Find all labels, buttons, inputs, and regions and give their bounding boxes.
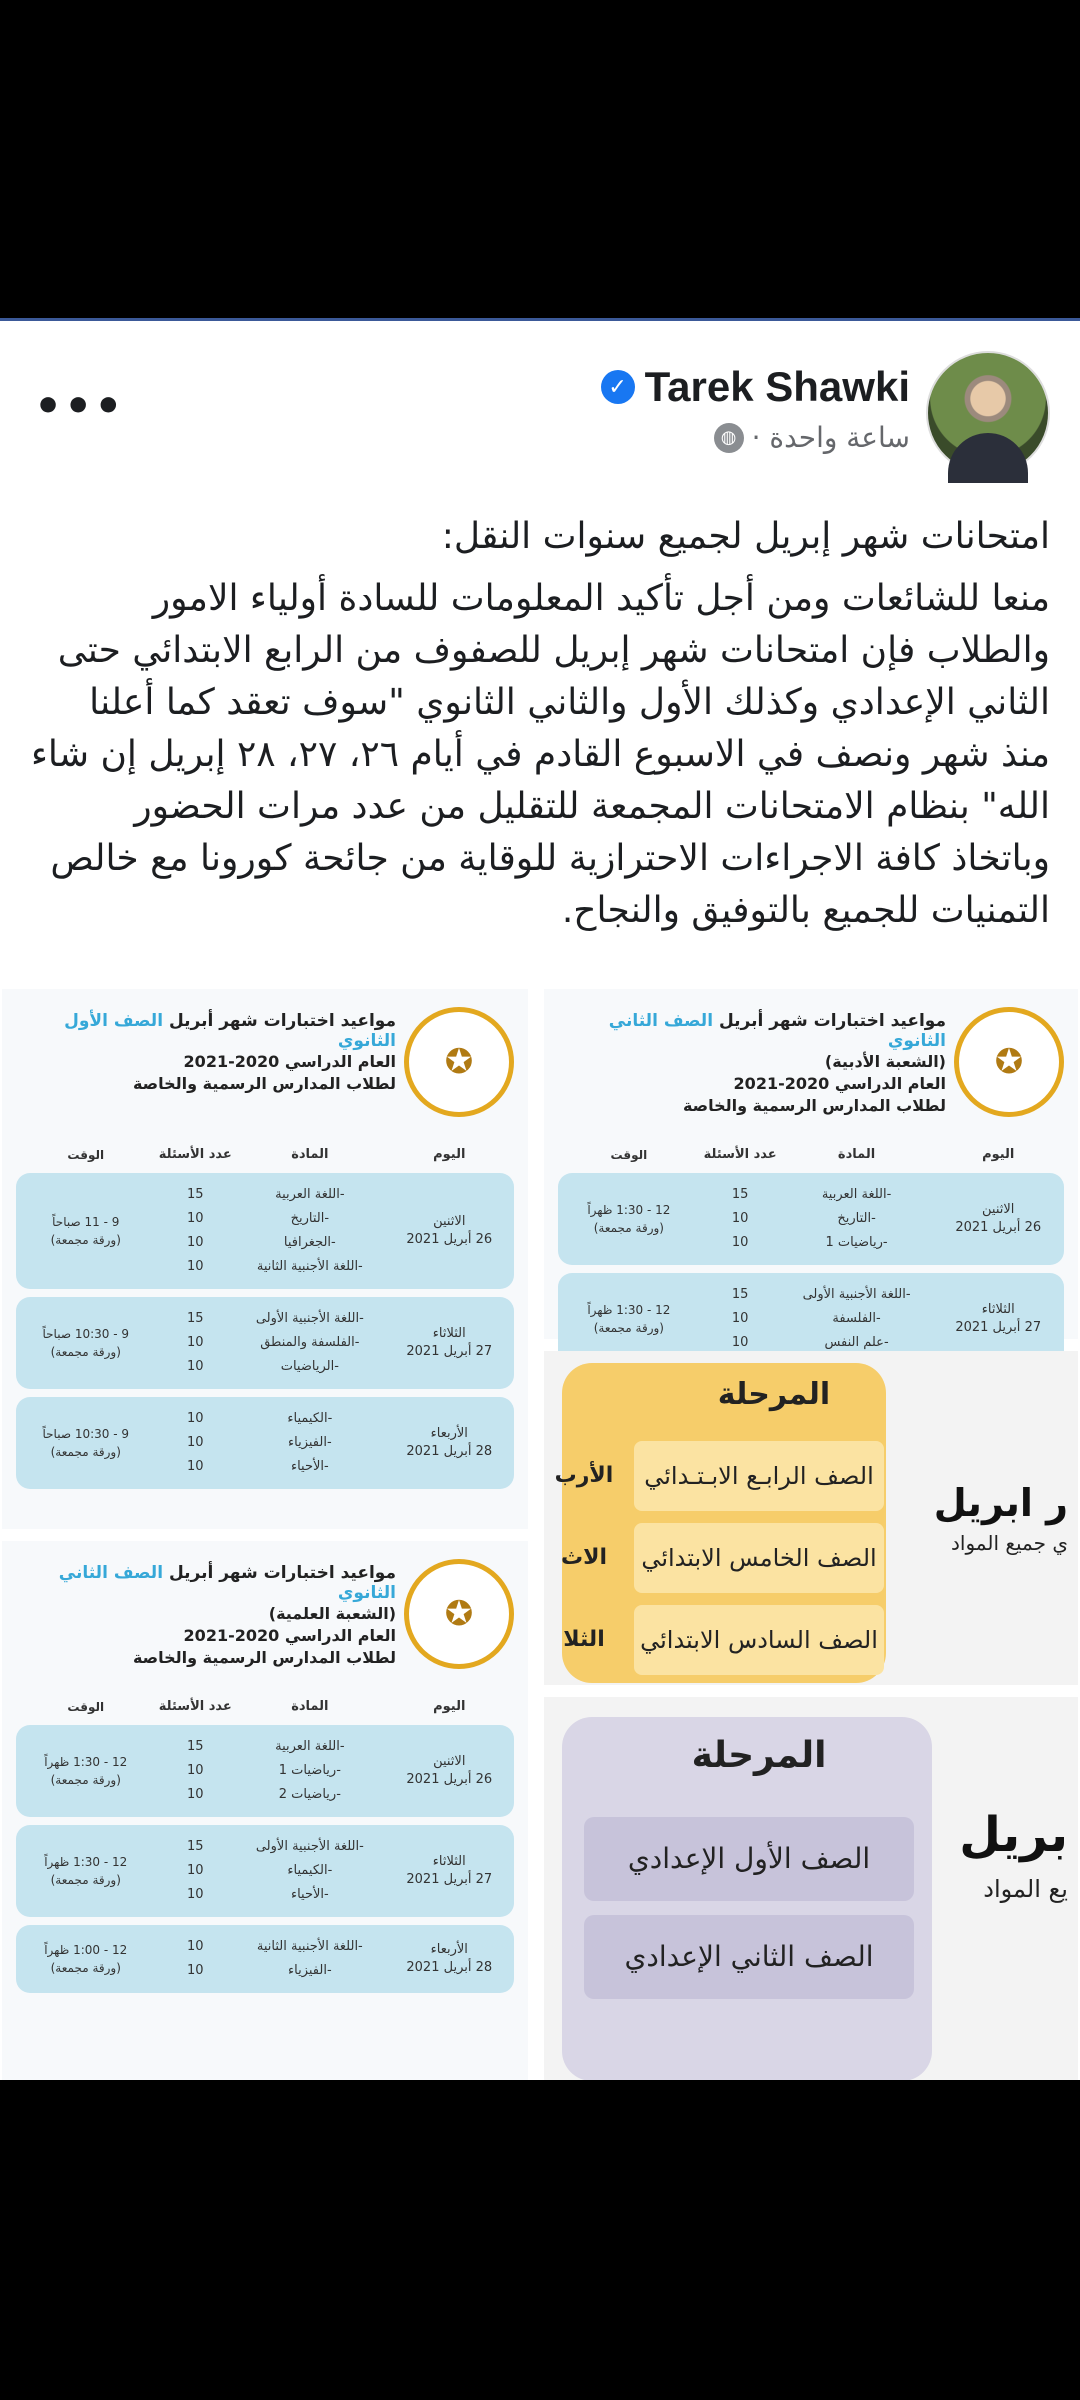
schedule-table bbox=[558, 1137, 1064, 1373]
schedule-year: العام الدراسي 2020-2021 bbox=[183, 1052, 396, 1071]
post-time[interactable]: ساعة واحدة · bbox=[751, 421, 910, 454]
schedule-title: مواعيد اختبارات شهر أبريل الصف الأول الثانوي bbox=[64, 1011, 396, 1051]
post-meta bbox=[714, 421, 910, 454]
schedule-schools: لطلاب المدارس الرسمية والخاصة bbox=[682, 1096, 946, 1115]
avatar[interactable] bbox=[926, 351, 1050, 475]
stage-row: الصف الرابـع الابـتـدائي bbox=[634, 1441, 884, 1511]
table-row: الاثنين 26 أبريل 2021 -اللغة العربية -التاريخ -رياضيات 1 15 10 10 12 - 1:30 ظهراً (ورقة مجمعة) bbox=[558, 1173, 1064, 1265]
schedule-section: (الشعبة الأدبية) bbox=[824, 1052, 946, 1071]
status-bar-area bbox=[0, 0, 1080, 318]
table-row: الثلاثاء 27 أبريل 2021 -اللغة الأجنبية الأولى -الفلسفة -علم النفس 15 10 10 12 - 1:30 ظهراً (ورقة مجمعة) bbox=[558, 1273, 1064, 1365]
schedule-header bbox=[16, 1559, 514, 1679]
image-grid[interactable] bbox=[0, 989, 1080, 2081]
schedule-title: مواعيد اختبارات شهر أبريل الصف الثاني الثانوي bbox=[608, 1011, 946, 1051]
table-header: اليوم المادة عدد الأسئلة الوقت bbox=[67, 1699, 466, 1714]
schedule-image-second-secondary-scientific[interactable] bbox=[2, 1541, 528, 2081]
author-row bbox=[601, 363, 910, 411]
facebook-post bbox=[0, 318, 1080, 2083]
ministry-seal-icon: ✪ bbox=[954, 1007, 1064, 1117]
post-paragraph-2: منعا للشائعات ومن أجل تأكيد المعلومات للسادة أولياء الامور والطلاب فإن امتحانات شهر إبريل للصفوف من الرابع الابتدائي حتى الثاني الإعدادي وكذلك الأول والثاني الثانوي "سوف تعقد كما أعلنا منذ شهر ونصف في الاسبوع القادم في أيام ٢٦، ٢٧، ٢٨ إبريل إن شاء الله" بنظام الامتحانات المجمعة للتقليل من عدد مرات الحضور وباتخاذ كافة الاجراءات الاحترازية للوقاية من جائحة كورونا مع خالص التمنيات للجميع بالتوفيق والنجاح. bbox=[30, 578, 1050, 931]
more-dots-icon[interactable]: ••• bbox=[34, 381, 125, 432]
table-header: اليوم المادة عدد الأسئلة الوقت bbox=[67, 1147, 466, 1162]
stage-image-primary[interactable] bbox=[544, 1351, 1078, 1685]
side-subtitle: يع المواد bbox=[983, 1875, 1068, 1903]
schedule-schools: لطلاب المدارس الرسمية والخاصة bbox=[132, 1648, 396, 1667]
table-row: الثلاثاء 27 أبريل 2021 -اللغة الأجنبية الأولى -الكيمياء -الأحياء 15 10 10 12 - 1:30 ظهراً (ورقة مجمعة) bbox=[16, 1825, 514, 1917]
table-row: الأربعاء 28 أبريل 2021 -الكيمياء -الفيزياء -الأحياء 10 10 10 9 - 10:30 صباحاً (ورقة مجمعة) bbox=[16, 1397, 514, 1489]
schedule-year: العام الدراسي 2020-2021 bbox=[183, 1626, 396, 1645]
day-fragment: الاث bbox=[560, 1545, 608, 1570]
schedule-image-first-secondary[interactable] bbox=[2, 989, 528, 1529]
table-row: الاثنين 26 أبريل 2021 -اللغة العربية -التاريخ -الجغرافيا -اللغة الأجنبية الثانية 15 10 10 10 9 - 11 صباحاً (ورقة مجمعة) bbox=[16, 1173, 514, 1289]
stage-header: المرحلة bbox=[691, 1735, 827, 1776]
navigation-bar-area bbox=[0, 2080, 1080, 2400]
stage-image-prep[interactable] bbox=[544, 1697, 1078, 2081]
table-row: الثلاثاء 27 أبريل 2021 -اللغة الأجنبية الأولى -الفلسفة والمنطق -الرياضيات 15 10 10 9 - 10:30 صباحاً (ورقة مجمعة) bbox=[16, 1297, 514, 1389]
schedule-header bbox=[16, 1007, 514, 1127]
schedule-header bbox=[558, 1007, 1064, 1127]
globe-icon: ◍ bbox=[714, 423, 744, 453]
schedule-title: مواعيد اختبارات شهر أبريل الصف الثاني الثانوي bbox=[58, 1563, 396, 1603]
table-row: الأربعاء 28 أبريل 2021 -اللغة الأجنبية الثانية -الفيزياء 10 10 12 - 1:00 ظهراً (ورقة مجمعة) bbox=[16, 1925, 514, 1993]
table-header: اليوم المادة عدد الأسئلة الوقت bbox=[610, 1147, 1015, 1162]
author-name[interactable]: Tarek Shawki bbox=[644, 363, 910, 410]
stage-row: الصف السادس الابتدائي bbox=[634, 1605, 884, 1675]
stage-row: الصف الثاني الإعدادي bbox=[584, 1915, 914, 1999]
side-title: بريل bbox=[959, 1807, 1068, 1863]
schedule-image-second-secondary-literary[interactable] bbox=[544, 989, 1078, 1350]
schedule-table bbox=[16, 1137, 514, 1497]
post-paragraph-1: امتحانات شهر إبريل لجميع سنوات النقل: bbox=[441, 516, 1050, 557]
post-text bbox=[30, 511, 1050, 947]
verified-icon: ✓ bbox=[601, 370, 635, 404]
stage-row: الصف الخامس الابتدائي bbox=[634, 1523, 884, 1593]
table-row: الاثنين 26 أبريل 2021 -اللغة العربية -رياضيات 1 -رياضيات 2 15 10 10 12 - 1:30 ظهراً (ورقة مجمعة) bbox=[16, 1725, 514, 1817]
side-title: ر ابريل bbox=[933, 1481, 1068, 1525]
stage-row: الصف الأول الإعدادي bbox=[584, 1817, 914, 1901]
post-header bbox=[30, 351, 1050, 461]
side-subtitle: ي جميع المواد bbox=[951, 1531, 1068, 1555]
day-fragment: الثلا bbox=[563, 1627, 605, 1652]
ministry-seal-icon: ✪ bbox=[404, 1007, 514, 1117]
schedule-table bbox=[16, 1689, 514, 2001]
ministry-seal-icon: ✪ bbox=[404, 1559, 514, 1669]
stage-header: المرحلة bbox=[717, 1377, 831, 1412]
schedule-section: (الشعبة العلمية) bbox=[268, 1604, 396, 1623]
schedule-schools: لطلاب المدارس الرسمية والخاصة bbox=[132, 1074, 396, 1093]
schedule-year: العام الدراسي 2020-2021 bbox=[733, 1074, 946, 1093]
day-fragment: الأرب bbox=[554, 1463, 614, 1488]
